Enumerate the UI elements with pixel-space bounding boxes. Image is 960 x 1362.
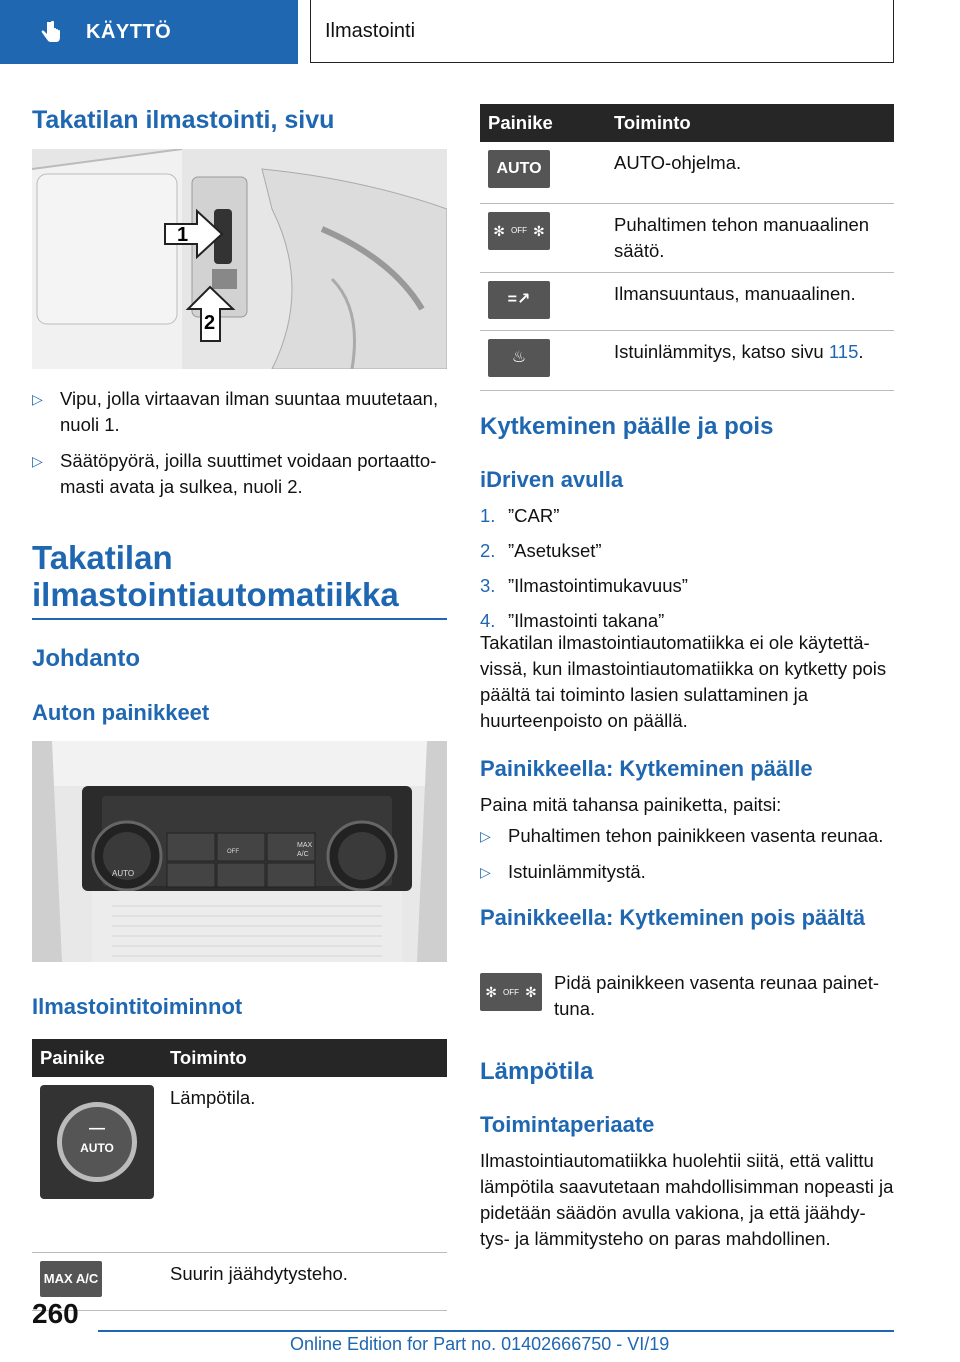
- seat-heating-icon: ♨: [488, 339, 550, 377]
- list-item: ▷ Vipu, jolla virtaavan ilman suuntaa muutetaan, nuoli 1.: [32, 388, 439, 435]
- rear-panel-illustration: [32, 741, 447, 962]
- list-item: ▷ Säätöpyörä, joilla suuttimet voidaan portaatto-masti avata ja sulkea, nuoli 2.: [32, 450, 437, 497]
- page-link[interactable]: 115: [828, 340, 859, 362]
- list-item: ▷ Puhaltimen tehon painikkeen vasenta reunaa.: [480, 823, 898, 849]
- column-header-function: Toiminto: [606, 104, 894, 142]
- table-row: [480, 142, 894, 203]
- idrive-steps: [480, 503, 894, 643]
- section-tab[interactable]: [0, 0, 298, 64]
- side-vent-photo: [32, 149, 447, 369]
- column-header-button: Painike: [480, 104, 606, 142]
- triangle-bullet-icon: ▷: [480, 828, 491, 844]
- table-row: [480, 330, 894, 390]
- fan-icon: ✻: [493, 222, 505, 239]
- intro-title: Johdanto: [32, 645, 140, 672]
- car-buttons-title: Auton painikkeet: [32, 700, 210, 725]
- section-tab-label: KÄYTTÖ: [86, 20, 172, 43]
- on-off-title: Kytkeminen päälle ja pois: [480, 413, 774, 440]
- table-row: [32, 1252, 447, 1310]
- temperature-knob-icon: — AUTO: [40, 1085, 154, 1199]
- fan-button-icon: ✻ OFF ✻: [480, 973, 542, 1011]
- button-off-text: Pidä painikkeen vasenta reunaa painet-tuna.: [554, 972, 880, 1019]
- side-vent-bullets: [32, 386, 450, 510]
- table-row: [32, 1077, 447, 1252]
- page-number: 260: [32, 1298, 79, 1329]
- triangle-bullet-icon: ▷: [32, 391, 43, 407]
- triangle-bullet-icon: ▷: [32, 453, 43, 469]
- table-row: [480, 203, 894, 272]
- function-text: Puhaltimen tehon manuaalinen säätö.: [606, 203, 894, 272]
- principle-title: Toimintaperiaate: [480, 1112, 655, 1137]
- triangle-bullet-icon: ▷: [480, 864, 491, 880]
- list-item: 2. ”Asetukset”: [480, 540, 602, 561]
- arrow-label-2: 2: [204, 312, 216, 334]
- list-item: ▷ Istuinlämmitystä.: [480, 859, 898, 885]
- table-row: [480, 272, 894, 330]
- function-text: Suurin jäähdytysteho.: [162, 1252, 447, 1310]
- rear-panel-photo: [32, 741, 447, 962]
- edition-info: Online Edition for Part no. 01402666750 - VI/19: [290, 1334, 670, 1354]
- column-header-function: Toiminto: [162, 1039, 447, 1077]
- column-header-button: Painike: [32, 1039, 162, 1077]
- button-on-text: Paina mitä tahansa painiketta, paitsi:: [480, 794, 782, 815]
- list-item: 4. ”Ilmastointi takana”: [480, 610, 665, 631]
- fan-icon: ✻: [525, 983, 537, 1000]
- arrow-label-1: 1: [177, 224, 189, 246]
- max-ac-icon: MAX A/C: [40, 1261, 102, 1297]
- functions-table-left: [32, 1039, 447, 1311]
- fan-icon: ✻: [485, 983, 497, 1000]
- panel-max-label: MAX: [297, 842, 313, 849]
- function-text: Lämpötila.: [162, 1077, 447, 1252]
- side-vent-illustration: [32, 149, 447, 369]
- button-on-bullets: [480, 823, 898, 895]
- list-item: 1. ”CAR”: [480, 505, 560, 526]
- fan-icon: ✻: [533, 222, 545, 239]
- function-text: AUTO-ohjelma.: [606, 142, 894, 203]
- hand-pointer-icon: [38, 19, 64, 45]
- panel-ac-label: A/C: [297, 851, 309, 858]
- section-divider: [32, 618, 447, 620]
- auto-button-icon: AUTO: [488, 150, 550, 188]
- chapter-title: Ilmastointi: [325, 19, 416, 42]
- section-title: Takatilan ilmastointiautomatiikka: [32, 539, 399, 613]
- list-item: 3. ”Ilmastointimukavuus”: [480, 575, 688, 596]
- functions-table-right: [480, 104, 894, 391]
- button-on-title: Painikkeella: Kytkeminen päälle: [480, 756, 813, 781]
- function-text: Istuinlämmitys, katso sivu 115.: [606, 330, 894, 390]
- panel-off-label: OFF: [227, 849, 239, 855]
- idrive-paragraph: Takatilan ilmastointiautomatiikka ei ole käytettä-vissä, kun ilmastointiautomatiikka on kytketty pois päältä tai toiminto lasien sulattaminen ja huurteenpoisto on päällä.: [480, 632, 887, 731]
- principle-text: Ilmastointiautomatiikka huolehtii siitä, että valittu lämpötila saavutetaan mahdollisimman nopeasti ja pidetään säädön avulla vakiona, ja että jäähdy-tys- ja lämmitysteho on paras mahdollinen.: [480, 1150, 894, 1249]
- function-text: Ilmansuuntaus, manuaalinen.: [606, 272, 894, 330]
- button-off-title: Painikkeella: Kytkeminen pois päältä: [480, 905, 866, 930]
- fan-button-icon: ✻ OFF ✻: [488, 212, 550, 250]
- chapter-header: [310, 0, 894, 63]
- footer-divider: [98, 1330, 894, 1332]
- side-vent-title: Takatilan ilmastointi, sivu: [32, 106, 335, 134]
- panel-auto-label: AUTO: [112, 869, 135, 878]
- idrive-title: iDriven avulla: [480, 467, 624, 492]
- temperature-title: Lämpötila: [480, 1058, 594, 1085]
- air-direction-icon: =↗: [488, 281, 550, 319]
- functions-title: Ilmastointitoiminnot: [32, 994, 243, 1019]
